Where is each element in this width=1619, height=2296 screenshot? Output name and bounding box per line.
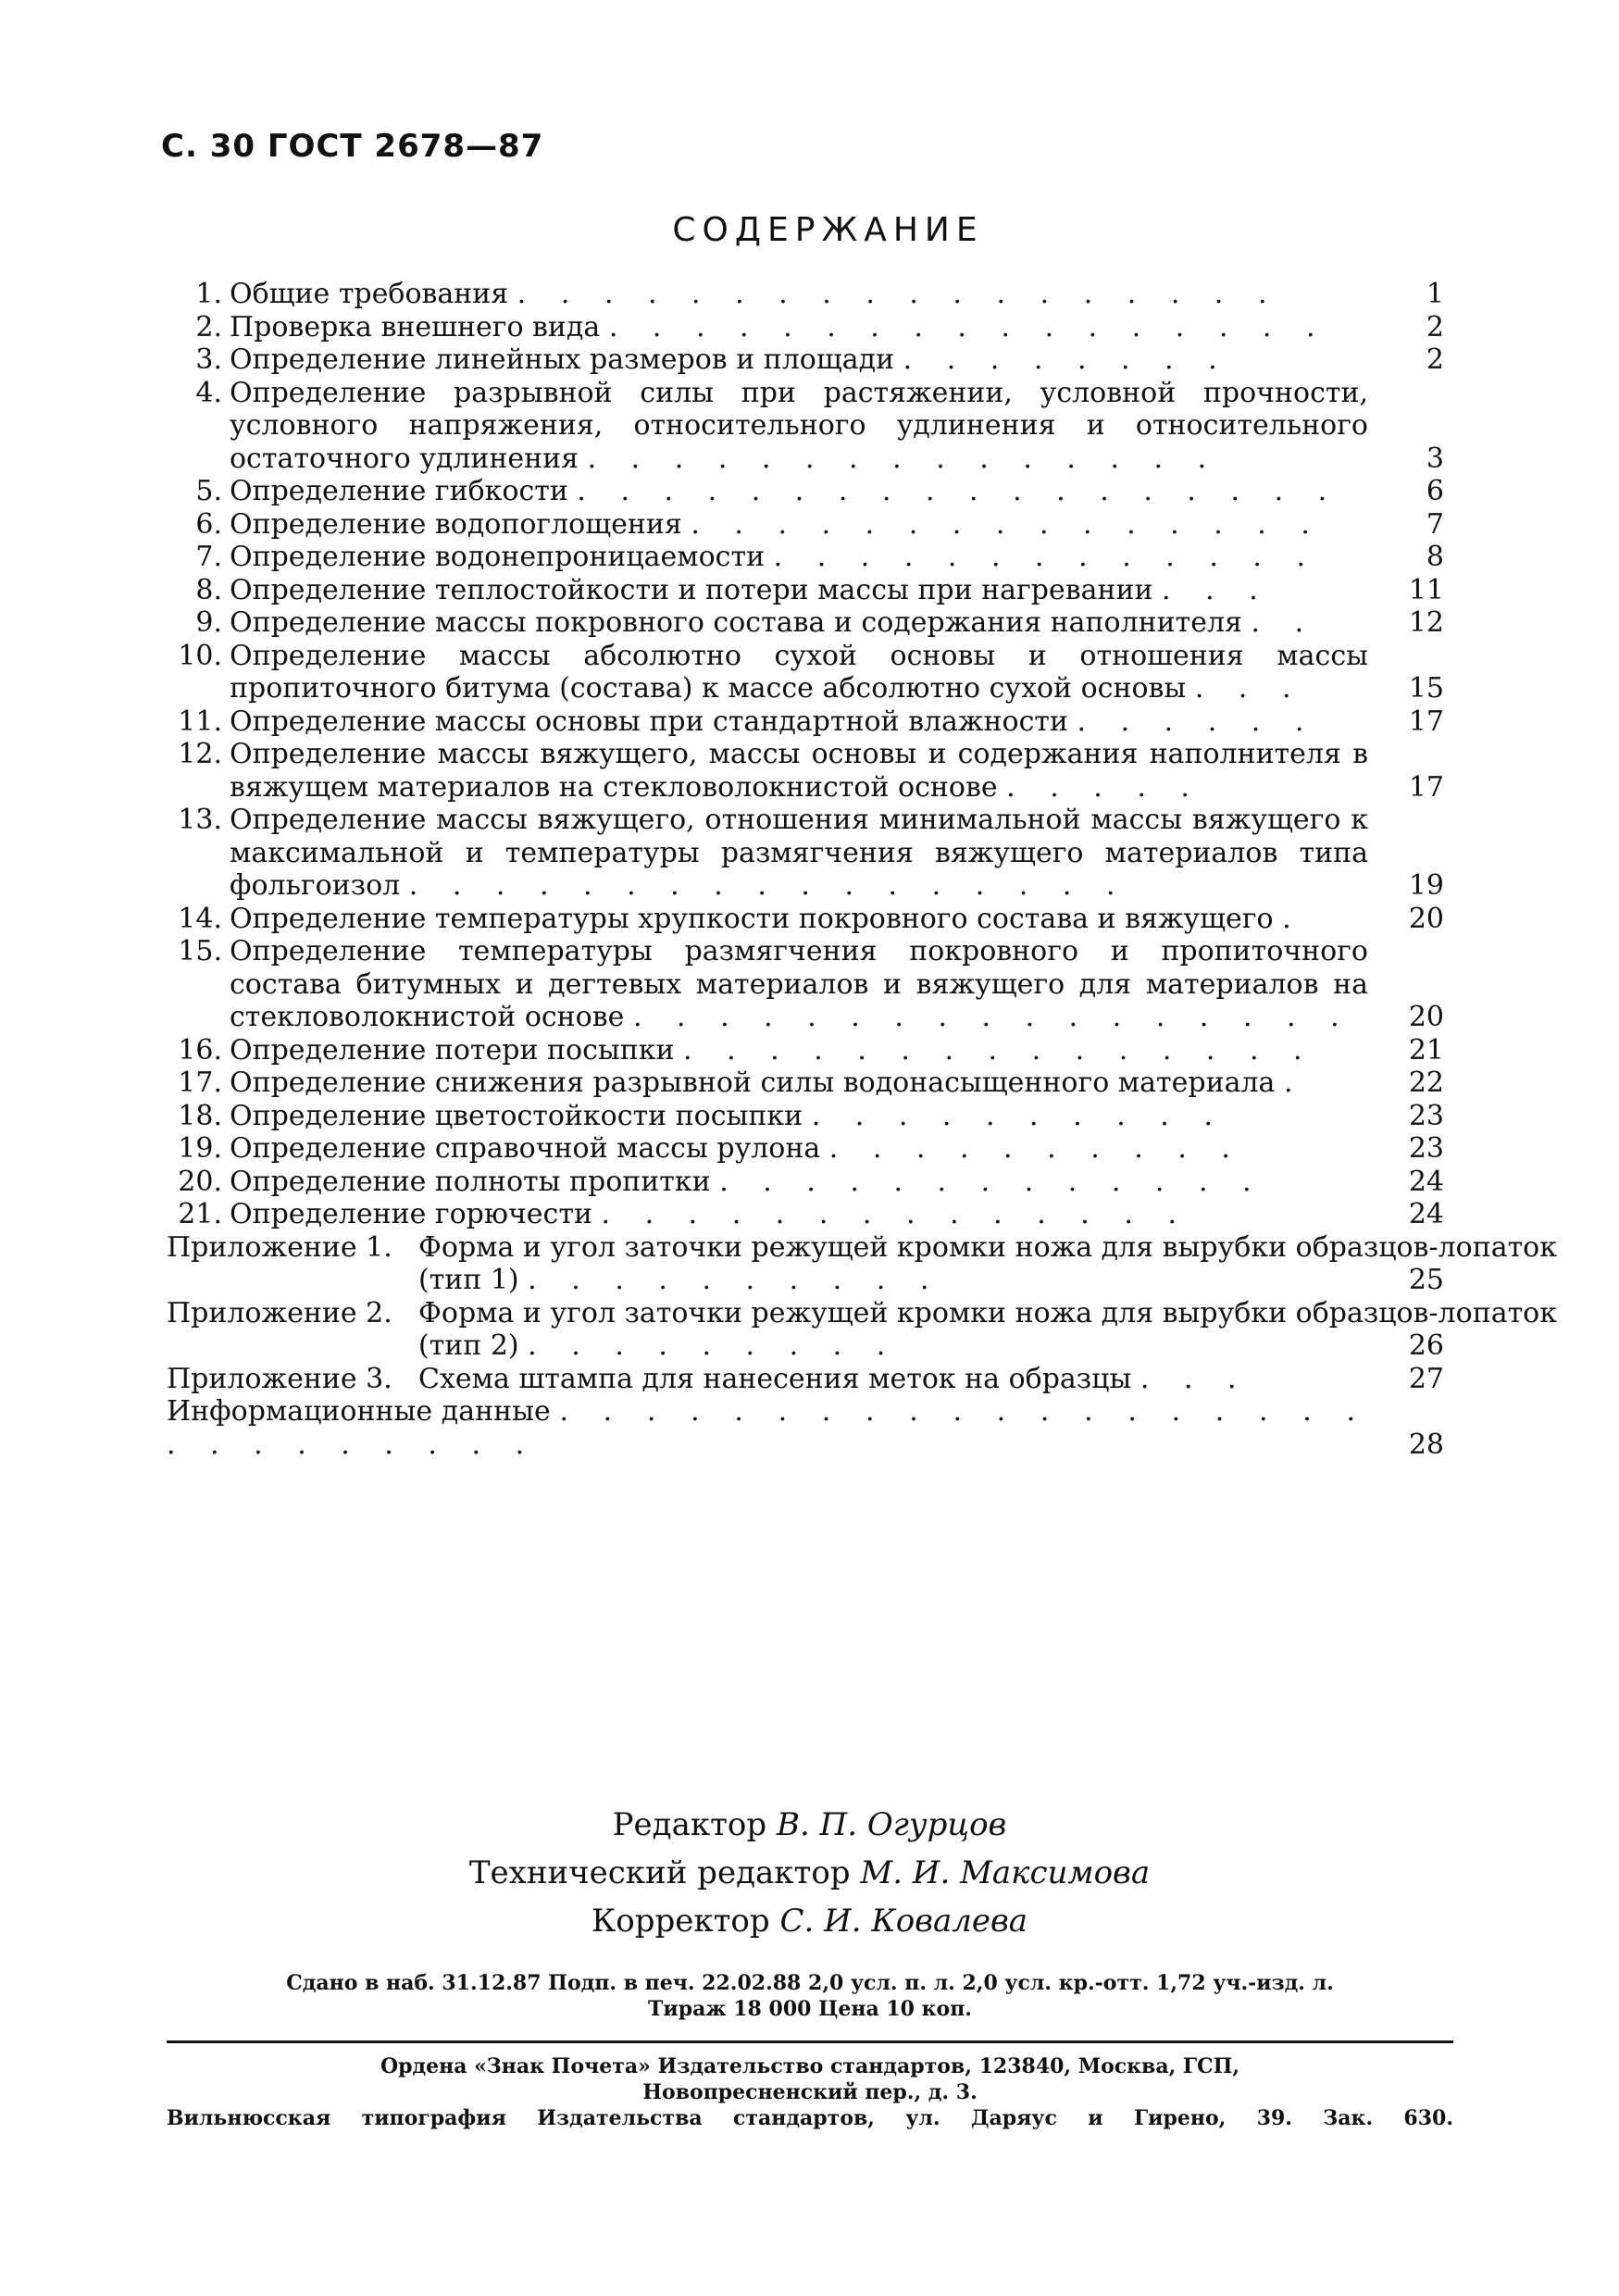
dot-leader: . . . . . . . . . . . . . . . . . xyxy=(632,1001,1352,1033)
toc-appendix-label: Приложение 2. xyxy=(167,1296,392,1329)
toc-entry-number: 13. xyxy=(178,804,222,836)
toc-appendix-label: Приложение 3. xyxy=(167,1362,392,1395)
imprint-block xyxy=(167,1970,1453,2022)
toc-entry-page: 19 xyxy=(1408,869,1444,902)
dot-leader: . . . . . . . . . . . . . . . . . . xyxy=(577,475,1340,507)
toc-entry-text: Определение водопоглощения xyxy=(230,507,682,541)
publisher-line: Новопресненский пер., д. 3. xyxy=(642,2080,978,2104)
toc-appendix-text: Форма и угол заточки режущей кромки ножа для вырубки образцов-лопаток (тип 2) xyxy=(418,1296,1557,1362)
toc-entry-text: Определение полноты пропитки xyxy=(230,1165,711,1198)
dot-leader: . . . . . . . . . xyxy=(528,1329,899,1362)
toc-info-text: Информационные данные xyxy=(167,1395,551,1428)
dot-leader: . . . . . . . . . . . . . . . . . xyxy=(608,310,1328,343)
toc-entry xyxy=(167,1198,1444,1231)
printer-line: Вильнюсская типография Издательства стандартов, ул. Даряус и Гирено, 39. Зак. 630. xyxy=(167,2106,1453,2130)
toc-entry-number: 10. xyxy=(178,639,222,672)
toc-entry-page: 21 xyxy=(1408,1033,1444,1067)
toc-entry xyxy=(167,1067,1444,1100)
toc-appendix-entry xyxy=(167,1363,1444,1396)
toc-info-entry xyxy=(167,1395,1444,1461)
toc-entry-page: 2 xyxy=(1426,343,1444,376)
toc-entry-number: 17. xyxy=(178,1067,222,1099)
toc-entry xyxy=(167,475,1444,508)
toc-entry-number: 20. xyxy=(178,1165,222,1198)
toc-entry-number: 18. xyxy=(178,1099,222,1132)
toc-entry xyxy=(167,1034,1444,1067)
toc-entry-page: 17 xyxy=(1408,770,1444,804)
toc-entry-text: Определение разрывной силы при растяжении, условной прочности, условного напряжения, относительного удлинения и относительного остаточного удлинения xyxy=(230,376,1368,475)
toc-entry-number: 8. xyxy=(195,573,222,606)
toc-entry-page: 23 xyxy=(1408,1099,1444,1132)
toc-entry-text: Определение гибкости xyxy=(230,475,568,507)
toc-entry-page: 11 xyxy=(1408,573,1444,606)
credits-block xyxy=(0,1801,1619,1945)
toc-entry-number: 5. xyxy=(195,475,222,507)
dot-leader: . . . . . . . . . . xyxy=(811,1099,1226,1132)
toc-entry xyxy=(167,343,1444,377)
dot-leader: . . . . . . . . . . . . . . . xyxy=(691,507,1323,541)
toc-entry-page: 6 xyxy=(1426,475,1444,507)
toc-entry-text: Определение массы основы при стандартной влажности xyxy=(230,705,1068,738)
toc-entry-page: 2 xyxy=(1426,310,1444,343)
toc-entry-text: Общие требования xyxy=(230,278,509,310)
toc-entry xyxy=(167,935,1444,1034)
toc-entry-text: Определение температуры хрупкости покровного состава и вяжущего xyxy=(230,902,1274,935)
toc-entry-page: 20 xyxy=(1408,1001,1444,1033)
toc-appendix-page: 27 xyxy=(1408,1362,1444,1395)
toc-entry-number: 6. xyxy=(195,507,222,541)
toc-entry-page: 3 xyxy=(1426,442,1444,475)
toc-appendix-entry xyxy=(167,1230,1557,1297)
tech-editor-name: М. И. Максимова xyxy=(860,1854,1151,1891)
toc-entry xyxy=(167,541,1444,574)
toc-entry-page: 20 xyxy=(1408,902,1444,935)
toc-entry-number: 14. xyxy=(178,902,222,935)
toc-entry xyxy=(167,508,1444,542)
toc-entry-number: 2. xyxy=(195,310,222,343)
toc-entry-text: Определение справочной массы рулона xyxy=(230,1132,821,1165)
toc-entry xyxy=(167,705,1444,739)
toc-entry-number: 15. xyxy=(178,935,222,967)
toc-entry xyxy=(167,606,1444,640)
toc-entry-number: 19. xyxy=(178,1132,222,1165)
toc-entry-page: 24 xyxy=(1408,1165,1444,1198)
toc-entry-page: 1 xyxy=(1426,278,1444,310)
dot-leader: . . . . . xyxy=(1006,770,1202,804)
toc-entry-text: Определение теплостойкости и потери массы при нагревании xyxy=(230,573,1153,606)
dot-leader: . . . xyxy=(1140,1362,1250,1395)
toc-appendix-label: Приложение 1. xyxy=(167,1230,392,1264)
toc-entry-page: 12 xyxy=(1408,606,1444,639)
dot-leader: . . . . . . . . . . . . . . . . . . xyxy=(517,278,1280,310)
toc-entry-page: 24 xyxy=(1408,1198,1444,1230)
toc-info-page: 28 xyxy=(1408,1428,1444,1461)
toc-entry xyxy=(167,1132,1444,1166)
dot-leader: . xyxy=(1283,1067,1306,1099)
toc-entry xyxy=(167,1100,1444,1133)
table-of-contents xyxy=(167,278,1557,1461)
publisher-block xyxy=(167,2053,1453,2131)
publisher-line: Ордена «Знак Почета» Издательство стандартов, 123840, Москва, ГСП, xyxy=(380,2054,1240,2078)
dot-leader: . xyxy=(1282,902,1304,935)
toc-title: СОДЕРЖАНИЕ xyxy=(672,211,984,249)
corrector-role: Корректор xyxy=(591,1903,770,1940)
dot-leader: . . . . . . . . . . . . . . . . . xyxy=(408,869,1128,902)
toc-entry-text: Проверка внешнего вида xyxy=(230,310,601,343)
toc-entry-number: 3. xyxy=(195,343,222,376)
toc-entry-number: 16. xyxy=(178,1033,222,1067)
corrector-line xyxy=(0,1897,1619,1945)
toc-entry-text: Определение потери посыпки xyxy=(230,1033,675,1067)
toc-entry xyxy=(167,804,1444,903)
toc-appendix-page: 26 xyxy=(1408,1329,1444,1362)
dot-leader: . . . . . . . . . . . . . . . . . . . . . . . . . . . . xyxy=(167,1395,1368,1461)
toc-entry-page: 15 xyxy=(1408,672,1444,705)
toc-entry-number: 9. xyxy=(195,606,222,639)
toc-entry xyxy=(167,903,1444,936)
corrector-name: С. И. Ковалева xyxy=(779,1903,1028,1940)
toc-entry-page: 7 xyxy=(1426,507,1444,541)
toc-appendix-text: Схема штампа для нанесения меток на образцы xyxy=(418,1362,1132,1395)
toc-appendix-entry xyxy=(167,1296,1557,1363)
dot-leader: . . . . . . . . . . . . . . . xyxy=(587,442,1220,475)
toc-entry xyxy=(167,311,1444,344)
toc-entry xyxy=(167,278,1444,311)
toc-entry xyxy=(167,640,1444,705)
toc-entry-text: Определение массы покровного состава и содержания наполнителя xyxy=(230,606,1242,639)
divider-rule xyxy=(167,2040,1453,2043)
dot-leader: . . . . . . xyxy=(1077,705,1317,738)
toc-entry-number: 1. xyxy=(195,278,222,310)
dot-leader: . . . . . . . . xyxy=(903,343,1230,376)
dot-leader: . . . . . . . . . . . . . xyxy=(773,541,1319,573)
toc-entry-text: Определение цветостойкости посыпки xyxy=(230,1099,803,1132)
dot-leader: . . . . . . . . . . xyxy=(528,1264,942,1296)
editor-line xyxy=(0,1801,1619,1849)
toc-entry-text: Определение массы вяжущего, массы основы и содержания наполнителя в вяжущем материалов на стекловолокнистой основе xyxy=(230,738,1368,804)
dot-leader: . . . xyxy=(1162,573,1271,606)
tech-editor-role: Технический редактор xyxy=(468,1854,851,1891)
dot-leader: . . . . . . . . . . . . . . . xyxy=(683,1033,1315,1067)
toc-entry-number: 21. xyxy=(178,1198,222,1230)
toc-entry-number: 7. xyxy=(195,541,222,573)
toc-entry xyxy=(167,738,1444,804)
imprint-line: Сдано в наб. 31.12.87 Подп. в печ. 22.02.88 2,0 усл. п. л. 2,0 усл. кр.-отт. 1,72 уч.-изд. л. xyxy=(286,1971,1334,1995)
dot-leader: . . . . . . . . . . xyxy=(828,1132,1243,1165)
toc-entry-text: Определение снижения разрывной силы водонасыщенного материала xyxy=(230,1067,1276,1099)
toc-entry-number: 11. xyxy=(178,705,222,738)
toc-appendix-page: 25 xyxy=(1408,1264,1444,1296)
toc-entry-text: Определение массы абсолютно сухой основы и отношения массы пропиточного битума (состава) к массе абсолютно сухой основы xyxy=(230,639,1368,705)
editor-name: В. П. Огурцов xyxy=(776,1806,1007,1843)
dot-leader: . . . . . . . . . . . . . . xyxy=(601,1198,1189,1230)
dot-leader: . . xyxy=(1251,606,1317,639)
toc-entry-text: Определение линейных размеров и площади xyxy=(230,343,895,376)
toc-entry-number: 12. xyxy=(178,738,222,770)
imprint-line: Тираж 18 000 Цена 10 коп. xyxy=(648,1997,972,2021)
toc-entry xyxy=(167,574,1444,607)
editor-role: Редактор xyxy=(612,1806,767,1843)
page-header: С. 30 ГОСТ 2678—87 xyxy=(161,128,544,165)
dot-leader: . . . xyxy=(1194,672,1304,705)
toc-appendix-text: Форма и угол заточки режущей кромки ножа для вырубки образцов-лопаток (тип 1) xyxy=(418,1230,1557,1296)
toc-entry xyxy=(167,377,1444,476)
toc-entry-text: Определение температуры размягчения покровного и пропиточного состава битумных и дегтевых материалов и вяжущего для материалов на стекловолокнистой основе xyxy=(230,935,1368,1033)
toc-entry-page: 22 xyxy=(1408,1067,1444,1099)
toc-entry-page: 17 xyxy=(1408,705,1444,738)
dot-leader: . . . . . . . . . . . . . xyxy=(719,1165,1264,1198)
toc-entry-page: 8 xyxy=(1426,541,1444,573)
tech-editor-line xyxy=(0,1849,1619,1897)
toc-entry-number: 4. xyxy=(195,376,222,409)
toc-entry-text: Определение массы вяжущего, отношения минимальной массы вяжущего к максимальной и температуры размягчения вяжущего материалов типа фольгоизол xyxy=(230,804,1368,902)
toc-entry xyxy=(167,1166,1444,1199)
toc-entry-page: 23 xyxy=(1408,1132,1444,1165)
toc-entry-text: Определение горючести xyxy=(230,1198,592,1230)
toc-entry-text: Определение водонепроницаемости xyxy=(230,541,766,573)
